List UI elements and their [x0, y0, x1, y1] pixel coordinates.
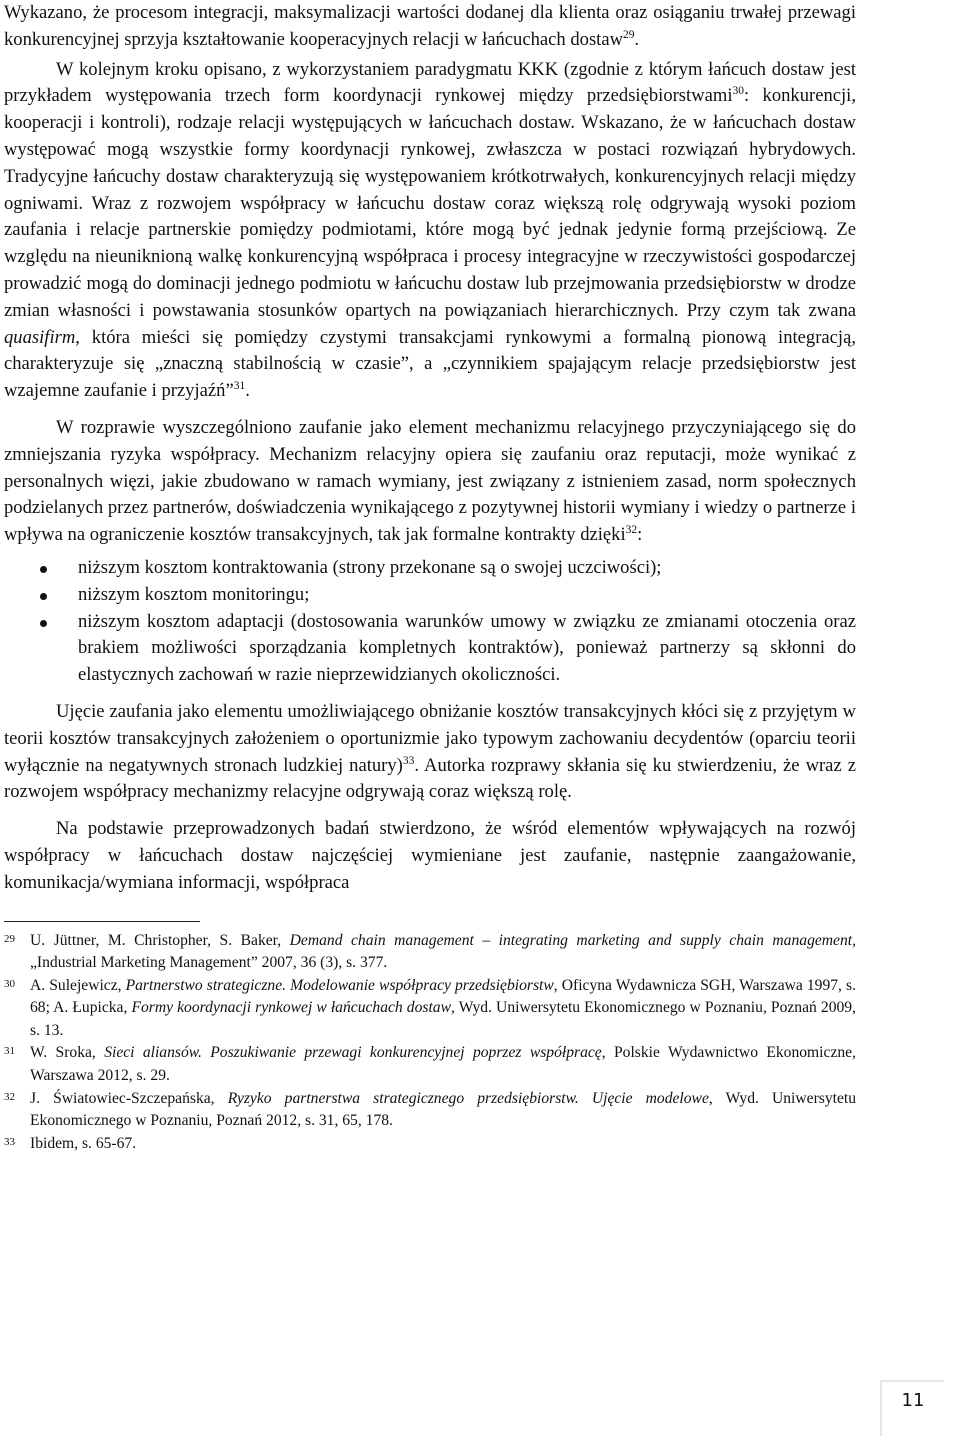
footnote-32 [4, 1088, 856, 1133]
footnote-separator [4, 921, 200, 922]
footnote-text: W. Sroka, [30, 1044, 96, 1062]
footnote-title: Ryzyko partnerstwa strategicznego przedsiębiorstw. Ujęcie modelowe [227, 1089, 709, 1107]
footnote-text: „Industrial Marketing Management” 2007, 36 (3), s. 377. [30, 954, 388, 972]
footnote-ref-30[interactable]: 30 [732, 85, 745, 98]
footnotes [4, 930, 856, 1156]
footnote-number: 31 [4, 1045, 15, 1058]
footnote-ref-29[interactable]: 29 [623, 28, 635, 41]
footnote-title: Demand chain management – integrating marketing and supply chain management, [289, 931, 856, 949]
bullet-icon [40, 620, 47, 627]
italic-term: quasifirm [4, 326, 76, 348]
paragraph-trust [4, 415, 856, 549]
page-number: 11 [880, 1380, 944, 1436]
list-item-text: niższym kosztom adaptacji (dostosowania warunków umowy w związku ze zmianami otoczenia oraz brakiem możliwości sporządzania kompletnych kontraktów), ponieważ partnerzy są skłonni do elastycznych zachowań w razie nieprzewidzianych okoliczności. [78, 610, 856, 686]
paragraph-end: : [637, 524, 643, 546]
footnote-text: , Oficyna Wydawnicza SGH, Warszawa 1997, s. 68; A. Łupicka, [30, 976, 856, 1017]
footnote-number: 32 [4, 1090, 15, 1103]
footnote-text: , Wyd. Uniwersytetu Ekonomicznego w Poznaniu, Poznań 2009, s. 13. [30, 999, 856, 1039]
paragraph-findings [4, 816, 856, 896]
footnote-text: , Polskie Wydawnictwo Ekonomiczne, Warszawa 2012, s. 29. [30, 1044, 856, 1085]
paragraph-intro [4, 0, 856, 54]
footnote-title: Formy koordynacji rynkowej w łańcuchach dostaw [131, 999, 451, 1017]
paragraph-end: . [634, 28, 640, 50]
document-page [4, 0, 856, 1155]
paragraph-text: Na podstawie przeprowadzonych badań stwierdzono, że wśród elementów wpływających na rozwój współpracy w łańcuchach dostaw najczęściej wymieniane jest zaufanie, następnie zaangażowanie, komunikacja/wymiana informacji, współpraca [4, 818, 856, 893]
footnote-title: Sieci aliansów. Poszukiwanie przewagi konkurencyjnej poprzez współpracę [104, 1044, 602, 1062]
paragraph-text: : konkurencji, kooperacji i kontroli), rodzaje relacji występujących w łańcuchach dostaw. Wskazano, że w łańcuchach dostaw występować mogą wszystkie formy koordynacji rynkowej, zwłaszcza w postaci rozwiązań hybrydowych. Tradycyjne łańcuchy dostaw charakteryzują się występowaniem krótkotrwałych, konkurencyjnych relacji między ogniwami. Wraz z rozwojem współpracy w łańcuchu dostaw coraz większą rolę odgrywają wysoki poziom zaufania i relacje partnerskie pomiędzy podmiotami, które mogą być jednak jedynie formą przejściową. Ze względu na nieuniknioną walkę konkurencyjną współpraca i procesy integracyjne w rzeczywistości gospodarczej prowadzić mogą do dominacji jednego podmiotu w łańcuchu dostaw lub przejmowania przedsiębiorstw w drodze zmian własności i powstawania stosunków opartych na powiązaniach hierarchicznych. Przy czym tak zwana [4, 85, 856, 321]
footnote-ref-32[interactable]: 32 [625, 523, 638, 536]
paragraph-kkk [4, 57, 856, 405]
footnote-31 [4, 1042, 856, 1087]
footnote-text: U. Jüttner, M. Christopher, S. Baker, [30, 931, 282, 949]
footnote-title: Partnerstwo strategiczne. Modelowanie współpracy przedsiębiorstw [125, 976, 554, 994]
footnote-29 [4, 930, 856, 975]
footnote-text: , Wyd. Uniwersytetu Ekonomicznego w Poznaniu, Poznań 2012, s. 31, 65, 178. [30, 1089, 857, 1130]
footnote-text: J. Światowiec-Szczepańska, [30, 1089, 215, 1107]
paragraph-text: W rozprawie wyszczególniono zaufanie jako element mechanizmu relacyjnego przyczyniającego się do zmniejszania ryzyka współpracy. Mechanizm relacyjny opiera się zaufaniu oraz reputacji, może wynikać z personalnych więzi, jakie zbudowano w ramach wymiany, jest związany z istnieniem zasad, norm społecznych podzielanych przez partnerów, doświadczenia wynikającego z pozytywnej historii wymiany i wiedzy o partnerze i wpływa na ograniczenie kosztów transakcyjnych, tak jak formalne kontrakty dzięki [4, 416, 856, 546]
paragraph-text: . Autorka rozprawy skłania się ku stwierdzeniu, że wraz z rozwojem współpracy mechanizmy relacyjne odgrywają coraz większą rolę. [4, 754, 856, 803]
list-item-text: niższym kosztom monitoringu; [78, 583, 310, 605]
footnote-33 [4, 1133, 856, 1156]
paragraph-text: W kolejnym kroku opisano, z wykorzystaniem paradygmatu KKK (zgodnie z którym łańcuch dostaw jest przykładem występowania trzech form koordynacji rynkowej między przedsiębiorstwami [4, 58, 856, 107]
list-item [4, 609, 856, 689]
paragraph-end: . [245, 380, 250, 402]
bullet-icon [40, 566, 47, 573]
paragraph-text: , która mieści się pomiędzy czystymi transakcjami rynkowymi a formalną pionową integracją, charakteryzuje się „znaczną stabilnością w czasie”, a „czynnikiem spajającym relacje przedsiębiorstw jest wzajemne zaufanie i przyjaźń” [4, 326, 856, 402]
footnote-ref-33[interactable]: 33 [402, 754, 415, 767]
footnote-number: 29 [4, 932, 15, 945]
footnote-ref-31[interactable]: 31 [233, 379, 246, 392]
footnote-text: Ibidem, s. 65-67. [30, 1134, 137, 1152]
footnote-number: 33 [4, 1135, 15, 1148]
footnote-30 [4, 975, 856, 1043]
list-item-text: niższym kosztom kontraktowania (strony przekonane są o swojej uczciwości); [78, 556, 662, 578]
paragraph-text: Wykazano, że procesom integracji, maksymalizacji wartości dodanej dla klienta oraz osiąganiu trwałej przewagi konkurencyjnej sprzyja kształtowanie kooperacyjnych relacji w łańcuchach dostaw [4, 2, 856, 50]
bullet-list [4, 555, 856, 689]
paragraph-opportunism [4, 699, 856, 806]
list-item [4, 582, 856, 609]
bullet-icon [40, 593, 47, 600]
paragraph-text: Ujęcie zaufania jako elementu umożliwiającego obniżanie kosztów transakcyjnych kłóci się z przyjętym w teorii kosztów transakcyjnych założeniem o oportunizmie jako typowym zachowaniu decydentów (oparciu teorii wyłącznie na negatywnych stronach ludzkiej natury) [4, 700, 856, 776]
footnote-number: 30 [4, 977, 15, 990]
list-item [4, 555, 856, 582]
footnote-text: A. Sulejewicz, [30, 976, 122, 994]
